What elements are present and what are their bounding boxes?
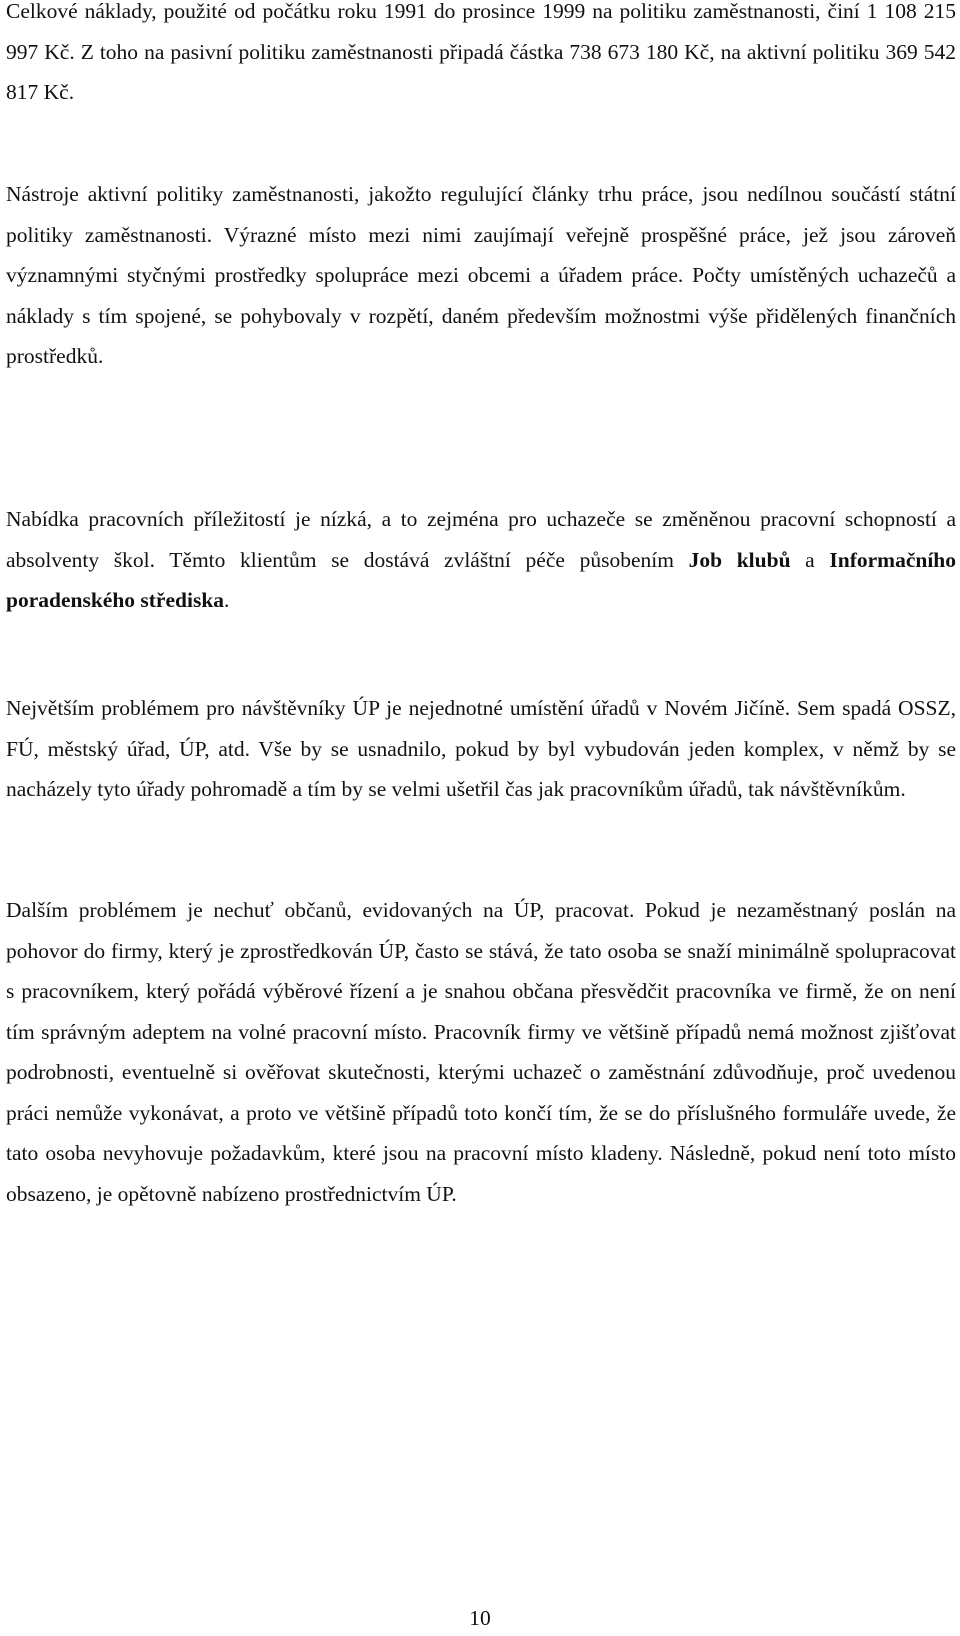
paragraph-active-policy-tools: Nástroje aktivní politiky zaměstnanosti, jakožto regulující články trhu práce, jsou nedílnou součástí státní politiky zaměstnanosti. Výrazné místo mezi nimi zaujímají veřejně prospěšné práce, jež jsou zároveň významnými styčnými prostředky spolupráce mezi obcemi a úřadem práce. Počty umístěných uchazečů a náklady s tím spojené, se pohybovaly v rozpětí, daném především možnostmi výše přidělených finančních prostředků. — [6, 182, 956, 368]
paragraph-text-part: Nabídka pracovních příležitostí je nízká, a to zejména pro uchazeče se změněnou pracovní schopností a absolventy škol. Těmto klientům se dostává zvláštní péče působením — [6, 507, 956, 572]
paragraph-job-opportunities — [6, 499, 956, 621]
page-number: 10 — [469, 1606, 491, 1630]
paragraph-text-part: . — [224, 588, 230, 612]
paragraph-text-part: a — [790, 547, 830, 572]
paragraph-office-location-problem: Největším problémem pro návštěvníky ÚP je nejednotné umístění úřadů v Novém Jičíně. Sem spadá OSSZ, FÚ, městský úřad, ÚP, atd. Vše by se usnadnilo, pokud by byl vybudován jeden komplex, v němž by se nacházely tyto úřady pohromadě a tím by se velmi ušetřil čas jak pracovníkům úřadů, tak návštěvníkům. — [6, 696, 956, 801]
bold-term-job-clubs: Job klubů — [688, 547, 791, 572]
paragraph-costs: Celkové náklady, použité od počátku roku 1991 do prosince 1999 na politiku zaměstnanosti, činí 1 108 215 997 Kč. Z toho na pasivní politiku zaměstnanosti připadá částka 738 673 180 Kč, na aktivní politiku 369 542 817 Kč. — [6, 0, 956, 104]
paragraph-unwillingness-problem: Dalším problémem je nechuť občanů, evidovaných na ÚP, pracovat. Pokud je nezaměstnaný poslán na pohovor do firmy, který je zprostředkován ÚP, často se stává, že tato osoba se snaží minimálně spolupracovat s pracovníkem, který pořádá výběrové řízení a je snahou občana přesvědčit pracovníka ve firmě, že on není tím správným adeptem na volné pracovní místo. Pracovník firmy ve většině případů nemá možnost zjišťovat podrobnosti, eventuelně si ověřovat skutečnosti, kterými uchazeč o zaměstnání zdůvodňuje, proč uvedenou práci nemůže vykonávat, a proto ve většině případů toto končí tím, že se do příslušného formuláře uvede, že tato osoba nevyhovuje požadavkům, které jsou na pracovní místo kladeny. Následně, pokud není toto místo obsazeno, je opětovně nabízeno prostřednictvím ÚP. — [6, 898, 956, 1206]
bold-term-information-center: Informačního poradenského střediska — [6, 547, 957, 612]
